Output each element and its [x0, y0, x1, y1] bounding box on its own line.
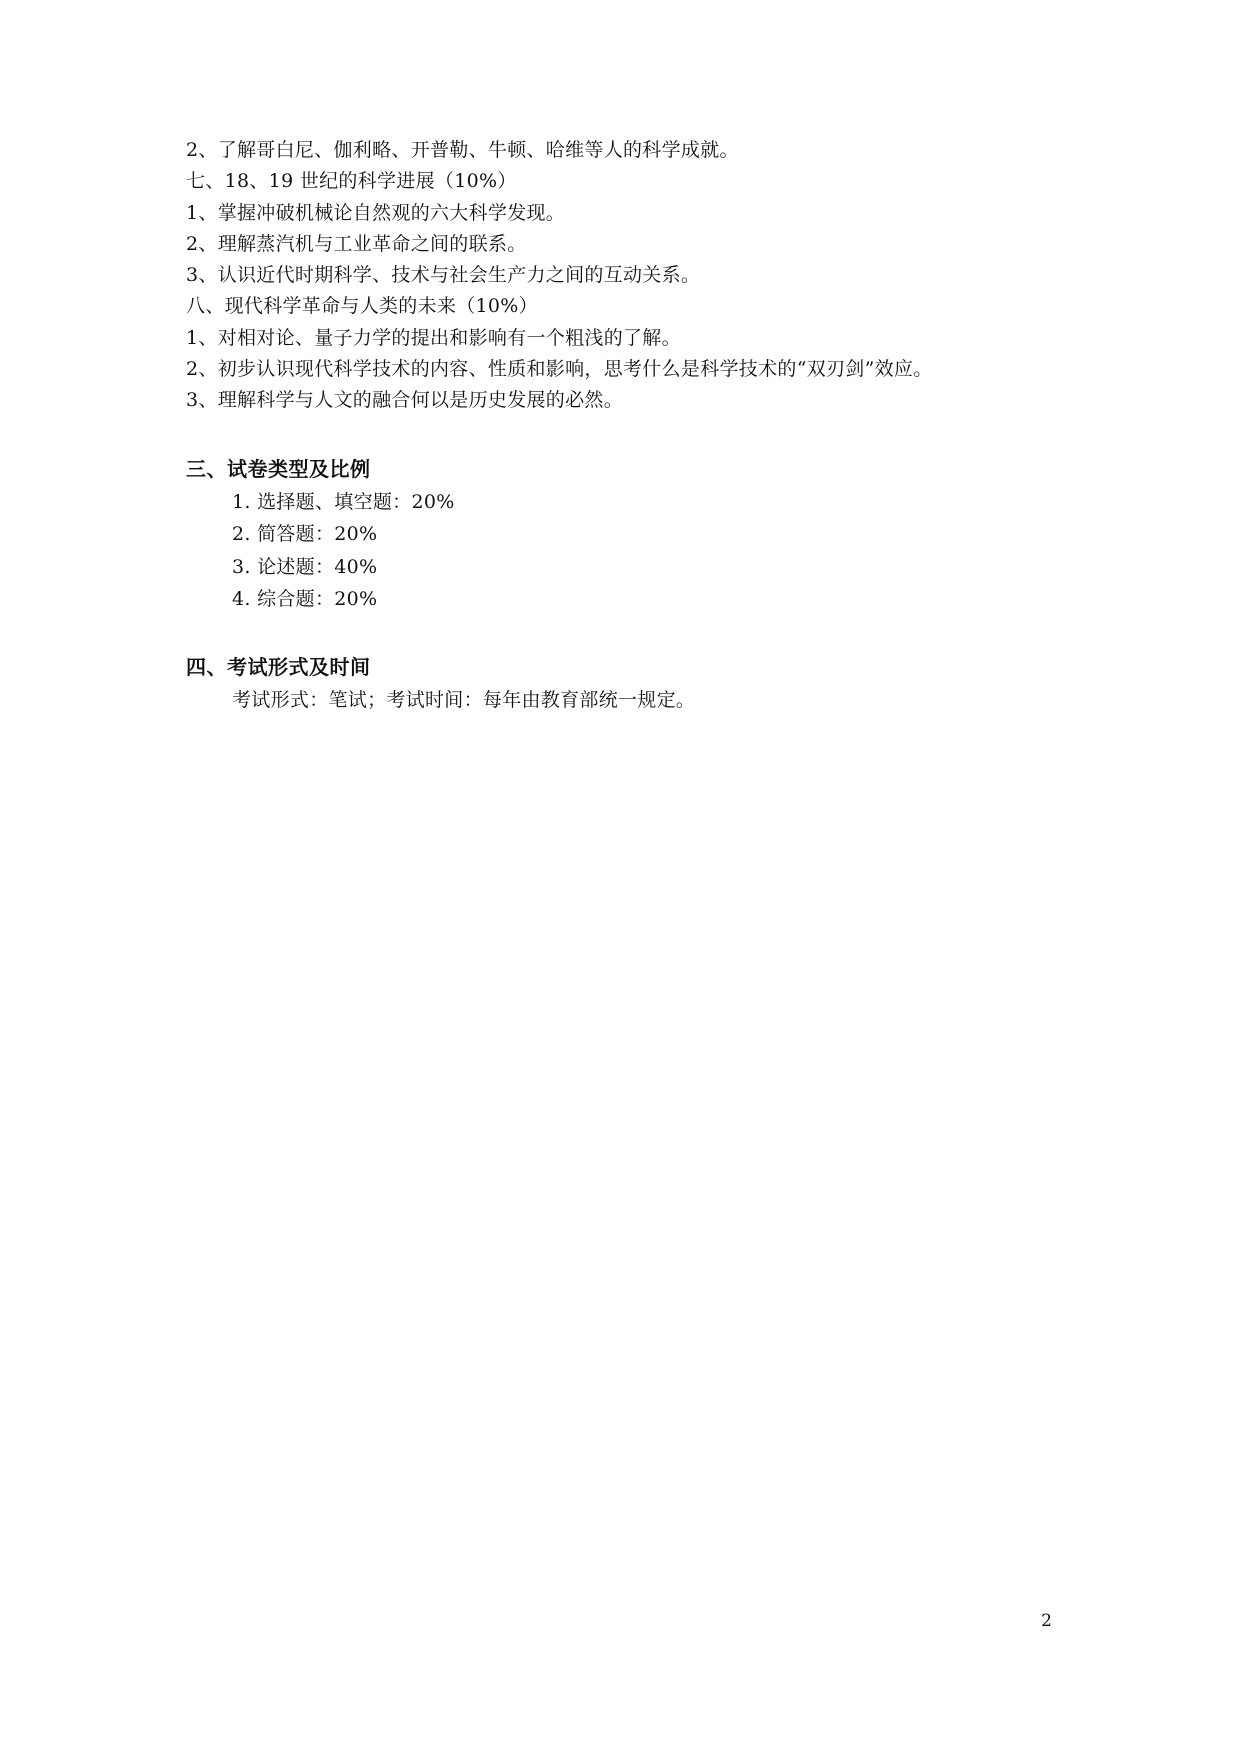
- exam-types-heading: 三、试卷类型及比例: [186, 457, 371, 481]
- exam-type-item-1: 1. 选择题、填空题：20%: [232, 491, 455, 513]
- exam-format-heading: 四、考试形式及时间: [186, 655, 371, 679]
- section-eight-item-1: 1、对相对论、量子力学的提出和影响有一个粗浅的了解。: [186, 327, 681, 349]
- section-eight-item-2: 2、初步认识现代科学技术的内容、性质和影响，思考什么是科学技术的“双刃剑”效应。: [186, 358, 933, 380]
- section-eight-title: 八、现代科学革命与人类的未来（10%）: [186, 295, 538, 317]
- exam-format-text: 考试形式：笔试；考试时间：每年由教育部统一规定。: [232, 689, 696, 711]
- section-seven-title: 七、18、19 世纪的科学进展（10%）: [186, 170, 517, 192]
- exam-type-item-2: 2. 简答题：20%: [232, 523, 378, 545]
- section-eight-item-3: 3、理解科学与人文的融合何以是历史发展的必然。: [186, 389, 623, 411]
- section-six-item-2: 2、了解哥白尼、伽利略、开普勒、牛顿、哈维等人的科学成就。: [186, 139, 739, 161]
- section-seven-item-3: 3、认识近代时期科学、技术与社会生产力之间的互动关系。: [186, 264, 701, 286]
- exam-type-item-4: 4. 综合题：20%: [232, 588, 378, 610]
- section-seven-item-1: 1、掌握冲破机械论自然观的六大科学发现。: [186, 202, 566, 224]
- exam-type-item-3: 3. 论述题：40%: [232, 556, 378, 578]
- section-seven-item-2: 2、理解蒸汽机与工业革命之间的联系。: [186, 233, 527, 255]
- page-number: 2: [1041, 1611, 1052, 1631]
